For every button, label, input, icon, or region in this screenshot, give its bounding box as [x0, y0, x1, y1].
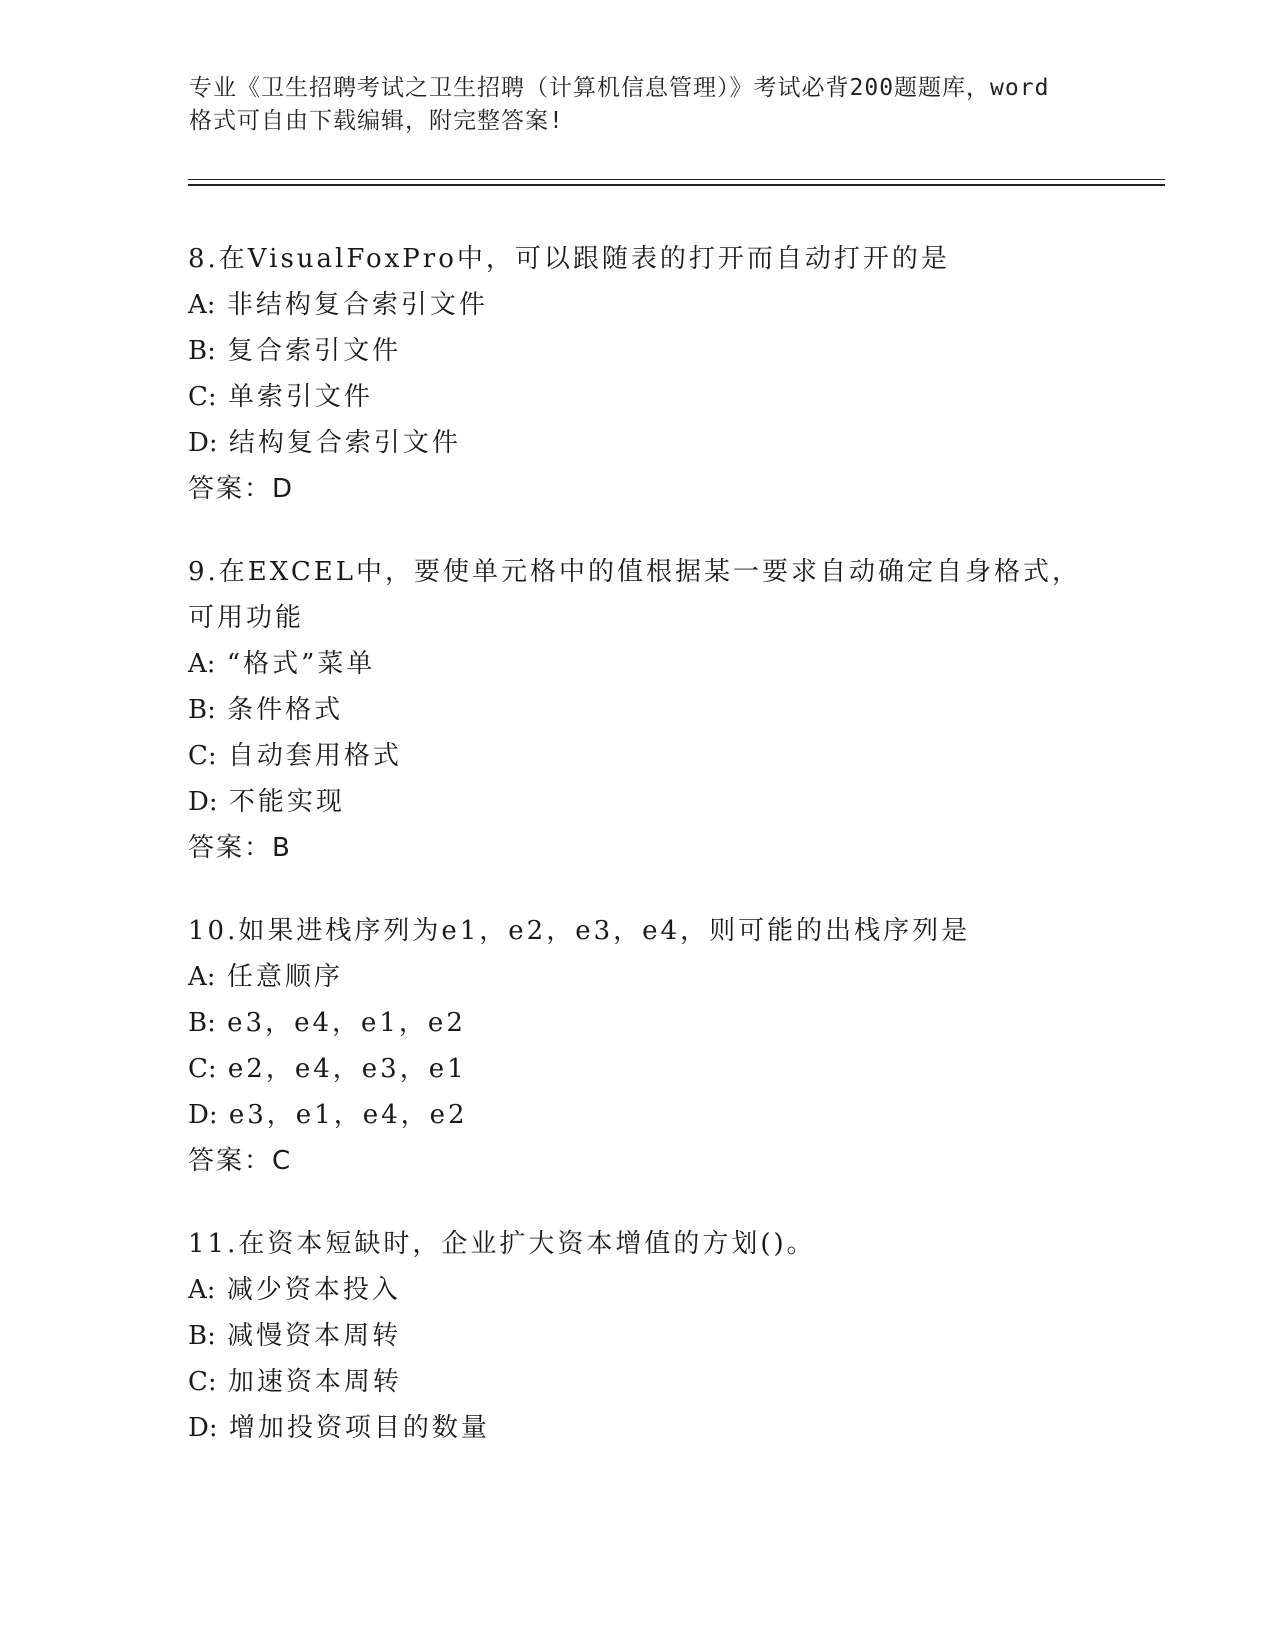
option-key: D: [188, 1413, 218, 1443]
option-a [188, 954, 1088, 1000]
option-key: A: [188, 1275, 216, 1305]
option-key: C: [188, 382, 217, 412]
question-list [188, 236, 1088, 1488]
answer-line: 答案：C [188, 1146, 293, 1176]
option-key: A: [188, 649, 216, 679]
option-key: D: [188, 787, 218, 817]
question-stem-line-1: 9.在EXCEL中，要使单元格中的值根据某一要求自动确定自身格式， [188, 557, 1081, 587]
option-text: 条件格式 [227, 695, 344, 725]
option-key: B: [188, 695, 216, 725]
option-text: 减慢资本周转 [227, 1321, 402, 1351]
option-key: B: [188, 1321, 216, 1351]
option-text: 结构复合索引文件 [228, 428, 461, 458]
option-c [188, 733, 1088, 779]
option-a [188, 282, 1088, 328]
option-text: 增加投资项目的数量 [228, 1413, 490, 1443]
option-text: 非结构复合索引文件 [226, 290, 488, 320]
option-key: D: [188, 428, 218, 458]
option-d [188, 779, 1088, 825]
option-text: 减少资本投入 [226, 1275, 401, 1305]
document-header [189, 72, 1089, 138]
option-key: B: [188, 336, 216, 366]
option-key: A: [188, 290, 216, 320]
option-text: “格式”菜单 [226, 649, 376, 679]
option-d [188, 420, 1088, 466]
option-c [188, 1359, 1088, 1405]
header-line-2: 格式可自由下载编辑，附完整答案! [189, 108, 564, 134]
option-text: e3，e4，e1，e2 [227, 1008, 466, 1038]
option-text: 不能实现 [228, 787, 345, 817]
option-d [188, 1405, 1088, 1451]
option-text: e3，e1，e4，e2 [228, 1100, 468, 1130]
question-stem: 11.在资本短缺时，企业扩大资本增值的方划()。 [188, 1229, 816, 1259]
option-c [188, 1046, 1088, 1092]
question-stem-line-2: 可用功能 [188, 603, 305, 633]
option-key: D: [188, 1100, 218, 1130]
option-text: 加速资本周转 [227, 1367, 402, 1397]
option-text: 任意顺序 [226, 962, 343, 992]
answer-line: 答案：D [188, 474, 295, 504]
option-key: B: [188, 1008, 216, 1038]
option-text: 自动套用格式 [227, 741, 402, 771]
question-11 [188, 1221, 1088, 1451]
question-9 [188, 549, 1088, 871]
question-stem: 8.在VisualFoxPro中，可以跟随表的打开而自动打开的是 [188, 244, 950, 274]
option-key: C: [188, 741, 217, 771]
option-text: 单索引文件 [227, 382, 373, 412]
answer-line: 答案：B [188, 833, 292, 863]
option-d [188, 1092, 1088, 1138]
question-10 [188, 908, 1088, 1184]
option-a [188, 1267, 1088, 1313]
option-b [188, 1313, 1088, 1359]
option-text: 复合索引文件 [227, 336, 402, 366]
option-key: C: [188, 1054, 217, 1084]
option-b [188, 687, 1088, 733]
option-c [188, 374, 1088, 420]
option-a [188, 641, 1088, 687]
option-text: e2，e4，e3，e1 [227, 1054, 467, 1084]
header-divider-top [188, 179, 1165, 180]
option-b [188, 328, 1088, 374]
question-stem: 10.如果进栈序列为e1，e2，e3，e4，则可能的出栈序列是 [188, 916, 971, 946]
question-8 [188, 236, 1088, 512]
header-line-1: 专业《卫生招聘考试之卫生招聘（计算机信息管理）》考试必背200题题库，word [189, 75, 1050, 101]
header-divider-bottom [188, 184, 1165, 186]
option-b [188, 1000, 1088, 1046]
option-key: A: [188, 962, 216, 992]
option-key: C: [188, 1367, 217, 1397]
